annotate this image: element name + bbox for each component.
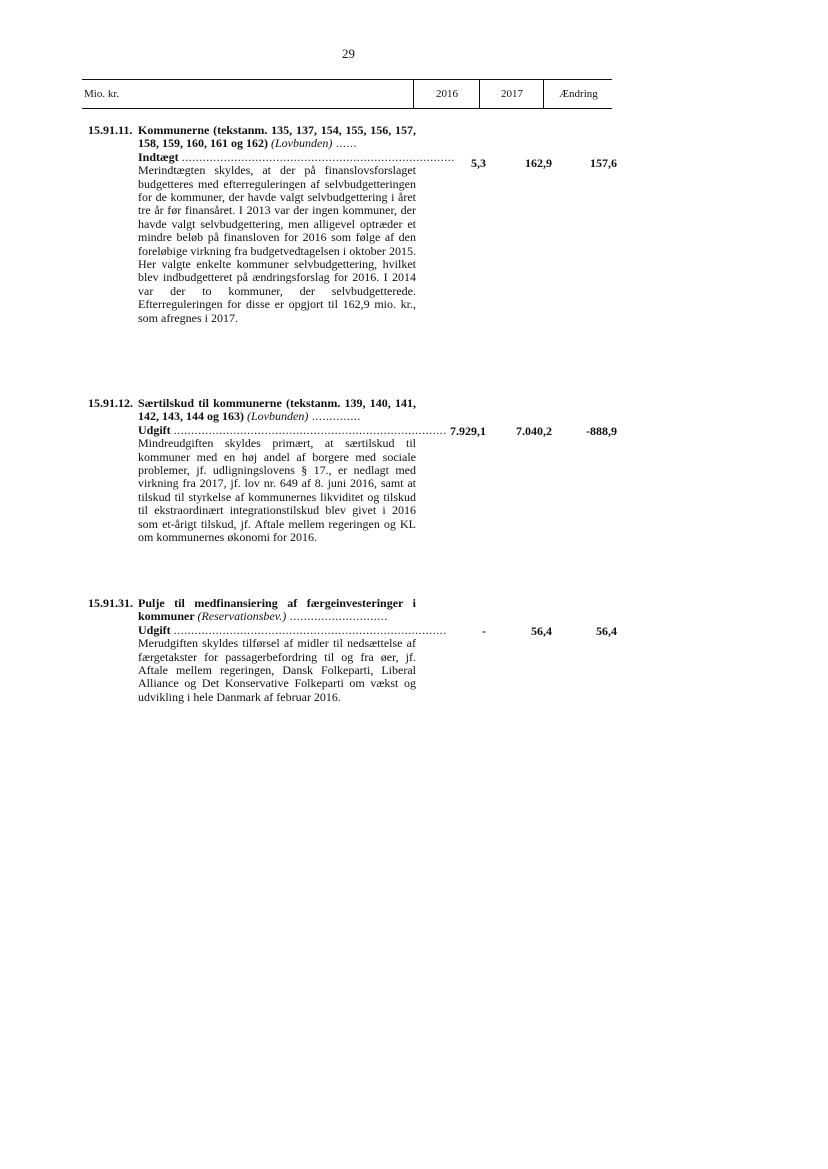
value-2016: - bbox=[482, 624, 486, 638]
entry-title: Særtilskud til kommunerne (tekstanm. 139, 140, 141, 142, 143, 144 og 163) (Lovbunden) .............. bbox=[138, 396, 416, 424]
entry-note: (Lovbunden) bbox=[247, 409, 309, 424]
entry-title: Pulje til medfinansiering af færgeinvesteringer i kommuner (Reservationsbev.) ............................ bbox=[138, 596, 416, 624]
entry-kind: Udgift .............................................................................. bbox=[138, 622, 447, 637]
value-change: 157,6 bbox=[590, 156, 617, 170]
entry-body bbox=[138, 396, 447, 545]
entry-note: (Reservationsbev.) bbox=[197, 609, 287, 624]
account-code: 15.91.31. bbox=[88, 596, 133, 610]
value-2016: 5,3 bbox=[471, 156, 486, 170]
entry-description: Merudgiften skyldes tilførsel af midler til nedsættelse af færgetakster for passagerbefordring til og fra øer, jf. Aftale mellem regeringen, Dansk Folkeparti, Liberal Alliance og Det Konservative Folkeparti om vækst og udvikling i hele Danmark af februar 2016. bbox=[138, 636, 416, 704]
unit-label: Mio. kr. bbox=[84, 88, 120, 100]
account-code: 15.91.12. bbox=[88, 396, 133, 410]
column-2017-header: 2017 bbox=[479, 80, 544, 108]
value-change: 56,4 bbox=[596, 624, 617, 638]
value-2017: 7.040,2 bbox=[516, 424, 552, 438]
entry-description: Merindtægten skyldes, at der på finanslovsforslaget budgetteres med efterreguleringen af selvbudgetteringen for de kommuner, der havde valgt selvbudgettering i året tre år før finansåret. I 2013 var der ingen kommuner, der havde valgt selvbudgettering, men alligevel optræder et mindre beløb på finansloven for 2016 som følge af den foreløbige virkning fra budgetvedtagelsen i oktober 2015. Her valgte enkelte kommuner selvbudgettering, hvilket blev indbudgetteret på ændringsforslag for 2016. I 2014 var der to kommuner, der selvbudgetterede. Efterreguleringen for disse er opgjort til 162,9 mio. kr., som afregnes i 2017. bbox=[138, 163, 416, 325]
column-change-header: Ændring bbox=[543, 80, 613, 108]
column-2016-header: 2016 bbox=[413, 80, 480, 108]
value-2017: 162,9 bbox=[525, 156, 552, 170]
value-2016: 7.929,1 bbox=[450, 424, 486, 438]
entry-kind: Indtægt .............................................................................. bbox=[138, 149, 455, 164]
account-code: 15.91.11. bbox=[88, 123, 133, 137]
entry-description: Mindreudgiften skyldes primært, at særtilskud til kommuner med en høj andel af borgere med sociale problemer, jf. udligningslovens § 17., er nedlagt med virkning fra 2017, jf. lov nr. 649 af 8. juni 2016, samt at tilskud til styrkelse af kommunernes likviditet og tilskud til ekstraordinært integrationstilskud blev givet i 2016 som et-årigt tilskud, jf. Aftale mellem regeringen og KL om kommunernes økonomi for 2016. bbox=[138, 436, 416, 545]
value-change: -888,9 bbox=[586, 424, 617, 438]
entry-body bbox=[138, 596, 447, 704]
entry-note: (Lovbunden) bbox=[271, 136, 333, 151]
entry-body bbox=[138, 123, 455, 325]
entry-kind: Udgift .............................................................................. bbox=[138, 422, 447, 437]
page-number: 29 bbox=[342, 46, 355, 61]
table-header bbox=[82, 79, 612, 109]
value-2017: 56,4 bbox=[531, 624, 552, 638]
entry-title: Kommunerne (tekstanm. 135, 137, 154, 155, 156, 157, 158, 159, 160, 161 og 162) (Lovbunden) ...... bbox=[138, 123, 416, 151]
